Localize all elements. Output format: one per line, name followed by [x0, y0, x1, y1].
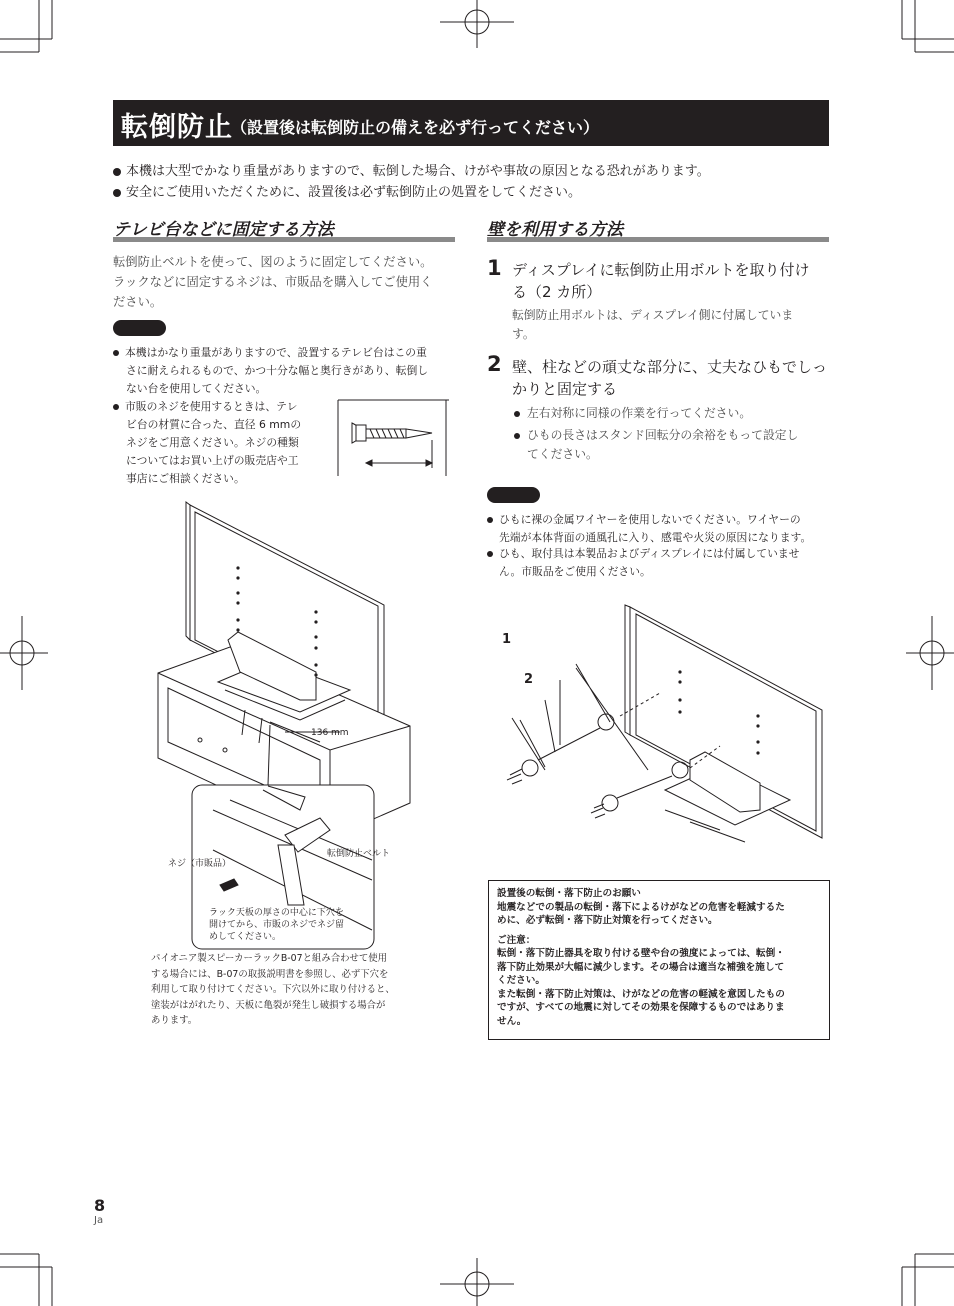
wall-mount-figure	[507, 605, 822, 842]
note-line: ビ台の材質に合った、直径 6 mmの	[126, 418, 302, 431]
step-bullet: 左右対称に同様の作業を行ってください。	[527, 406, 752, 420]
note-badge-right	[487, 487, 540, 503]
intro-text-1: 本機は大型でかなり重量がありますので、転倒した場合、けがや事故の原因となる恐れがあります。	[126, 164, 710, 179]
page-title: 転倒防止	[121, 112, 233, 143]
note-line: 市販のネジを使用するときは、テレ	[125, 400, 298, 413]
right-heading: 壁を利用する方法	[487, 220, 623, 240]
dimension-label: 136 mm	[311, 728, 349, 738]
page-number: 8	[94, 1196, 106, 1215]
left-note-2	[113, 398, 328, 488]
warning-box	[488, 880, 830, 1040]
step-title-line: ディスプレイに転倒防止用ボルトを取り付け	[512, 261, 810, 279]
belt-label: 転倒防止ベルト	[327, 849, 391, 859]
note-line: ひも、取付具は本製品およびディスプレイには付属していませ	[499, 547, 800, 560]
figure-callout-2: 2	[524, 672, 534, 687]
note-line: についてはお買い上げの販売店や工	[126, 454, 299, 467]
note-line: ん。市販品をご使用ください。	[499, 565, 651, 578]
note-line: ネジをご用意ください。ネジの種類	[126, 436, 299, 449]
step-body-line: 転倒防止用ボルトは、ディスプレイ側に付属していま	[512, 308, 794, 322]
warning-content	[497, 887, 823, 1028]
left-heading: テレビ台などに固定する方法	[113, 220, 334, 240]
caption-line: パイオニア製スピーカーラックB-07と組み合わせて使用	[151, 953, 387, 964]
note-line: 先端が本体背面の通風孔に入り、感電や火災の原因になります。	[499, 531, 812, 544]
warning-line: また転倒・落下防止対策は、けがなどの危害の軽減を意図したもの	[497, 988, 785, 1000]
figure-callout-1: 1	[502, 632, 512, 647]
step-2-bullets	[514, 404, 798, 464]
page-subtitle: （設置後は転倒防止の備えを必ず行ってください）	[231, 118, 600, 137]
right-note-2	[487, 545, 832, 581]
warning-caution: ご注意：	[497, 934, 536, 946]
caption-line: 開けてから、市販のネジでネジ留	[209, 920, 345, 930]
caption-line: する場合には、B-07の取扱説明書を参照し、必ず下穴を	[151, 968, 389, 980]
warning-line: ください。	[497, 975, 545, 986]
note-line: さに耐えられるもので、かつ十分な幅と奥行きがあり、転倒し	[126, 364, 429, 377]
note-line: 事店にご相談ください。	[126, 472, 245, 485]
note-line: ない台を使用してください。	[126, 382, 267, 395]
warning-line: めに、必ず転倒・落下防止対策を行ってください。	[497, 915, 718, 926]
screw-diagram	[338, 400, 449, 476]
warning-line: 地震などでの製品の転倒・落下によるけがなどの危害を軽減するた	[497, 901, 785, 913]
tv-rack-figure	[158, 502, 410, 949]
screw-label: ネジ（市販品）	[168, 859, 232, 869]
warning-line: ですが、すべての地震に対してその効果を保障するものではありま	[497, 1002, 785, 1013]
step-2-title	[512, 356, 827, 400]
caption-line: あります。	[151, 1015, 198, 1026]
left-body-line: 転倒防止ベルトを使って、図のように固定してください。	[113, 255, 433, 269]
inset-caption	[209, 907, 344, 943]
left-body-line: ださい。	[113, 295, 163, 309]
right-note-1	[487, 511, 832, 547]
step-1-title	[512, 259, 809, 303]
caption-line: 利用して取り付けてください。下穴以外に取り付けると、	[151, 984, 395, 995]
step-bullet: ひもの長さはスタンド回転分の余裕をもって設定し	[527, 428, 799, 442]
left-body	[113, 252, 432, 312]
caption-line: めしてください。	[209, 932, 282, 942]
left-body-line: ラックなどに固定するネジは、市販品を購入してご使用く	[113, 275, 433, 289]
step-title-line: る（2 カ所）	[512, 283, 602, 301]
rack-caption	[151, 951, 395, 1029]
step-1-number: 1	[487, 256, 502, 280]
intro-line-2	[113, 181, 581, 200]
warning-line: 落下防止効果が大幅に減少します。その場合は適当な補強を施して	[497, 961, 785, 973]
step-bullet-cont: てください。	[527, 447, 598, 461]
warning-line: 転倒・落下防止器具を取り付ける壁や台の強度によっては、転倒・	[497, 948, 785, 959]
step-2-number: 2	[487, 352, 502, 376]
caption-line: ラック天板の厚さの中心に下穴を	[209, 908, 344, 918]
note-line: 本機はかなり重量がありますので、設置するテレビ台はこの重	[125, 346, 427, 359]
intro-text-2: 安全にご使用いただくために、設置後は必ず転倒防止の処置をしてください。	[126, 185, 582, 200]
note-badge-left	[113, 320, 166, 336]
step-title-line: 壁、柱などの頑丈な部分に、丈夫なひもでしっ	[512, 358, 828, 376]
step-1-body	[512, 306, 793, 344]
caption-line: 塗装がはがれたり、天板に亀裂が発生し破損する場合が	[151, 999, 386, 1011]
step-body-line: す。	[512, 327, 535, 341]
step-title-line: かりと固定する	[512, 380, 618, 398]
left-note-1	[113, 344, 453, 398]
warning-line: せん。	[497, 1015, 527, 1027]
language-tag: Ja	[94, 1215, 104, 1226]
warning-title: 設置後の転倒・落下防止のお願い	[497, 888, 641, 899]
title-bar	[113, 100, 829, 146]
intro-line-1	[113, 160, 710, 179]
note-line: ひもに裸の金属ワイヤーを使用しないでください。ワイヤーの	[499, 513, 801, 526]
